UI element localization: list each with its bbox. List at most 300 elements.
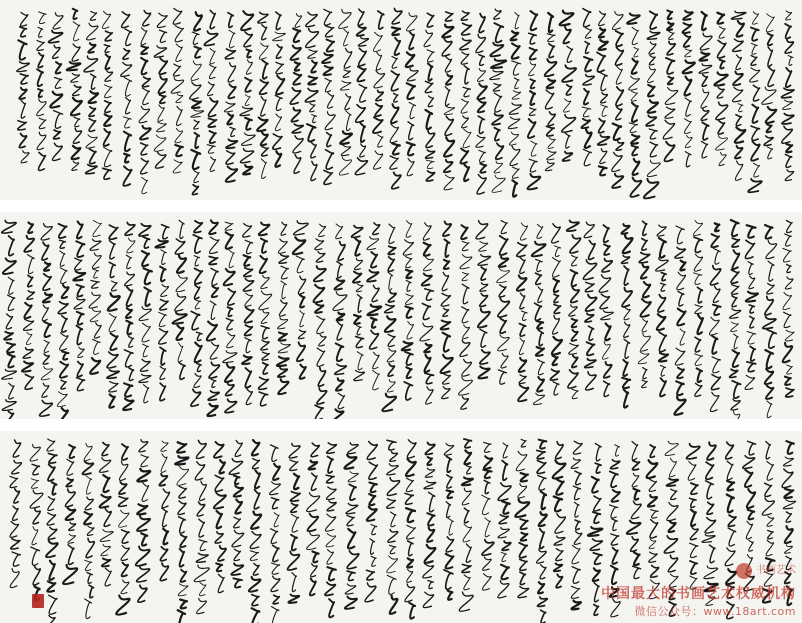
- brush-character: [262, 146, 269, 156]
- brush-character: [207, 322, 217, 341]
- brush-character: [90, 11, 96, 20]
- brush-character: [445, 57, 451, 72]
- brush-character: [347, 571, 355, 580]
- brush-character: [289, 443, 300, 458]
- brush-character: [338, 242, 345, 261]
- brush-character: [367, 442, 377, 460]
- brush-character: [318, 368, 325, 387]
- brush-character: [356, 284, 363, 292]
- script-column: [644, 11, 660, 198]
- brush-character: [553, 279, 559, 292]
- brush-character: [388, 364, 394, 376]
- brush-character: [240, 107, 252, 116]
- brush-character: [529, 33, 537, 44]
- brush-character: [477, 69, 485, 82]
- brush-character: [690, 561, 697, 574]
- brush-character: [228, 307, 233, 316]
- brush-character: [175, 128, 183, 143]
- brush-character: [554, 496, 562, 511]
- brush-character: [210, 237, 219, 254]
- brush-character: [424, 344, 431, 353]
- brush-character: [224, 102, 235, 112]
- brush-character: [273, 545, 279, 561]
- brush-character: [261, 97, 266, 117]
- brush-character: [8, 277, 14, 294]
- brush-character: [371, 318, 377, 328]
- brush-character: [765, 483, 772, 496]
- brush-character: [787, 221, 793, 233]
- script-column: [2, 220, 17, 419]
- brush-character: [743, 456, 755, 469]
- brush-character: [484, 442, 491, 452]
- brush-character: [666, 58, 675, 74]
- brush-character: [695, 305, 703, 314]
- brush-character: [428, 64, 433, 81]
- brush-character: [499, 285, 506, 297]
- brush-character: [464, 575, 471, 590]
- script-column: [173, 220, 188, 379]
- brush-character: [462, 488, 471, 505]
- brush-character: [500, 318, 506, 333]
- brush-character: [521, 439, 526, 447]
- brush-character: [785, 377, 791, 385]
- brush-character: [622, 288, 632, 307]
- script-column: [37, 12, 47, 171]
- script-column: [731, 11, 746, 180]
- brush-character: [316, 252, 325, 263]
- brush-character: [462, 307, 469, 323]
- brush-character: [466, 544, 471, 562]
- brush-character: [736, 115, 742, 126]
- brush-character: [354, 315, 361, 324]
- script-column: [730, 220, 741, 419]
- script-column: [83, 443, 95, 618]
- brush-character: [786, 441, 793, 454]
- brush-character: [91, 281, 99, 289]
- brush-character: [137, 469, 150, 482]
- brush-character: [786, 68, 792, 87]
- brush-character: [62, 285, 69, 298]
- brush-character: [141, 28, 147, 45]
- brush-character: [675, 247, 686, 258]
- brush-character: [624, 390, 628, 408]
- brush-character: [175, 239, 185, 254]
- brush-character: [273, 134, 282, 149]
- brush-character: [30, 444, 40, 461]
- brush-character: [261, 275, 269, 288]
- brush-character: [512, 61, 521, 75]
- brush-character: [701, 89, 709, 108]
- brush-character: [517, 276, 527, 291]
- brush-character: [196, 440, 206, 458]
- cursive-script-columns-2: [0, 212, 802, 419]
- brush-character: [260, 80, 269, 94]
- brush-character: [426, 171, 434, 181]
- brush-character: [367, 507, 377, 521]
- brush-character: [93, 269, 99, 278]
- brush-character: [292, 573, 296, 592]
- brush-character: [643, 368, 647, 379]
- brush-character: [354, 370, 365, 380]
- brush-character: [788, 56, 793, 66]
- brush-character: [155, 152, 165, 168]
- brush-character: [375, 104, 382, 117]
- brush-character: [661, 273, 666, 281]
- brush-character: [767, 330, 776, 348]
- brush-character: [716, 102, 728, 120]
- brush-character: [121, 546, 129, 561]
- brush-character: [325, 78, 331, 92]
- brush-character: [209, 257, 218, 265]
- brush-character: [553, 258, 561, 278]
- brush-character: [710, 266, 720, 285]
- script-column: [171, 8, 183, 173]
- brush-character: [584, 89, 589, 105]
- brush-character: [313, 285, 324, 303]
- brush-character: [271, 445, 279, 462]
- brush-character: [520, 257, 525, 273]
- brush-character: [392, 56, 398, 68]
- brush-character: [786, 144, 792, 152]
- brush-character: [116, 596, 129, 615]
- script-column: [476, 14, 487, 194]
- brush-character: [612, 12, 623, 30]
- brush-character: [245, 338, 251, 353]
- brush-character: [712, 335, 718, 353]
- brush-character: [463, 524, 471, 542]
- brush-character: [210, 157, 215, 171]
- brush-character: [209, 65, 216, 79]
- brush-character: [177, 106, 183, 125]
- brush-character: [500, 236, 508, 255]
- brush-character: [245, 293, 253, 306]
- brush-character: [21, 100, 25, 118]
- brush-character: [275, 95, 282, 110]
- brush-character: [42, 242, 49, 260]
- brush-character: [751, 126, 760, 140]
- brush-character: [648, 67, 656, 83]
- brush-character: [394, 93, 398, 102]
- brush-character: [105, 568, 111, 586]
- brush-character: [441, 355, 453, 373]
- brush-character: [667, 503, 678, 521]
- brush-character: [33, 509, 40, 524]
- brush-character: [62, 352, 68, 360]
- brush-character: [234, 476, 240, 485]
- brush-character: [443, 221, 451, 236]
- brush-character: [552, 337, 562, 355]
- brush-character: [177, 255, 186, 273]
- brush-character: [747, 489, 755, 508]
- brush-character: [143, 88, 150, 105]
- brush-character: [92, 253, 101, 269]
- brush-character: [159, 312, 167, 326]
- brush-character: [644, 179, 659, 199]
- brush-character: [764, 136, 773, 145]
- brush-character: [104, 147, 112, 167]
- script-column: [674, 226, 685, 415]
- brush-character: [89, 585, 93, 598]
- brush-character: [194, 285, 199, 299]
- brush-character: [176, 275, 187, 292]
- brush-character: [719, 152, 726, 165]
- script-column: [57, 224, 68, 419]
- brush-character: [593, 553, 601, 564]
- brush-character: [336, 224, 343, 239]
- brush-character: [142, 177, 148, 193]
- brush-character: [598, 135, 610, 145]
- script-column: [745, 225, 758, 389]
- brush-character: [663, 120, 674, 139]
- brush-character: [271, 576, 280, 591]
- brush-character: [641, 299, 651, 317]
- brush-character: [633, 461, 640, 470]
- brush-character: [442, 272, 448, 290]
- brush-character: [730, 309, 741, 319]
- brush-character: [137, 516, 150, 531]
- brush-character: [642, 239, 647, 251]
- script-column: [390, 8, 402, 188]
- brush-character: [445, 12, 453, 21]
- brush-character: [634, 47, 639, 57]
- brush-character: [111, 281, 117, 291]
- brush-character: [246, 60, 252, 74]
- brush-character: [727, 481, 734, 490]
- brush-character: [271, 529, 278, 544]
- brush-character: [319, 224, 326, 236]
- brush-character: [90, 149, 96, 164]
- brush-character: [47, 439, 55, 451]
- brush-character: [407, 558, 413, 567]
- brush-character: [215, 475, 224, 491]
- brush-character: [622, 378, 630, 388]
- brush-character: [571, 255, 577, 266]
- brush-character: [538, 330, 543, 346]
- brush-character: [141, 455, 149, 467]
- brush-character: [705, 518, 716, 533]
- brush-character: [691, 510, 696, 527]
- brush-character: [102, 559, 111, 567]
- brush-character: [641, 264, 648, 278]
- brush-character: [21, 151, 29, 163]
- brush-character: [245, 240, 252, 253]
- brush-character: [429, 492, 435, 512]
- brush-character: [509, 132, 518, 145]
- brush-character: [532, 242, 546, 257]
- brush-character: [768, 261, 774, 281]
- brush-character: [423, 563, 434, 578]
- brush-character: [99, 458, 110, 473]
- brush-character: [391, 512, 396, 527]
- script-column: [567, 220, 581, 398]
- brush-character: [155, 240, 167, 248]
- brush-character: [482, 540, 494, 556]
- brush-character: [649, 479, 656, 491]
- brush-character: [407, 142, 415, 155]
- brush-character: [649, 129, 657, 139]
- brush-character: [590, 539, 602, 550]
- brush-character: [20, 74, 28, 84]
- brush-character: [616, 141, 624, 150]
- brush-character: [611, 534, 619, 545]
- brush-character: [594, 496, 601, 511]
- brush-character: [25, 374, 33, 389]
- brush-character: [374, 32, 383, 51]
- brush-character: [102, 443, 109, 456]
- script-column: [782, 441, 796, 605]
- brush-character: [587, 342, 595, 355]
- brush-character: [479, 14, 485, 33]
- brush-character: [232, 530, 244, 547]
- brush-character: [48, 527, 57, 539]
- brush-character: [27, 291, 35, 300]
- brush-character: [406, 459, 416, 476]
- brush-character: [781, 88, 794, 98]
- brush-character: [161, 454, 167, 473]
- brush-character: [483, 557, 492, 570]
- brush-character: [442, 38, 452, 56]
- brush-character: [197, 598, 207, 613]
- brush-character: [373, 352, 379, 369]
- brush-character: [600, 149, 607, 164]
- brush-character: [179, 486, 187, 498]
- brush-character: [12, 552, 20, 566]
- brush-character: [48, 497, 55, 511]
- brush-character: [422, 304, 430, 320]
- brush-character: [647, 31, 660, 39]
- brush-character: [86, 135, 97, 148]
- brush-character: [229, 30, 235, 48]
- brush-character: [406, 478, 413, 491]
- brush-character: [428, 96, 433, 107]
- brush-character: [512, 44, 520, 59]
- brush-character: [273, 32, 286, 41]
- brush-character: [683, 23, 692, 33]
- brush-character: [38, 89, 43, 97]
- brush-character: [531, 11, 538, 30]
- brush-character: [139, 307, 151, 321]
- brush-character: [701, 141, 707, 158]
- script-column: [532, 224, 546, 404]
- brush-character: [481, 267, 486, 280]
- brush-character: [615, 445, 620, 456]
- brush-character: [44, 262, 50, 270]
- brush-character: [75, 258, 82, 270]
- brush-character: [13, 440, 20, 457]
- brush-character: [669, 32, 674, 40]
- brush-character: [62, 316, 67, 332]
- brush-character: [746, 292, 758, 302]
- brush-character: [278, 239, 287, 253]
- brush-character: [250, 551, 258, 561]
- brush-character: [462, 272, 469, 280]
- brush-character: [8, 412, 13, 420]
- brush-character: [109, 225, 118, 239]
- brush-character: [528, 119, 536, 138]
- brush-character: [59, 224, 67, 238]
- brush-character: [390, 596, 398, 614]
- brush-character: [245, 307, 254, 322]
- brush-character: [252, 440, 259, 455]
- brush-character: [336, 343, 344, 361]
- brush-character: [768, 67, 775, 87]
- brush-character: [339, 9, 351, 28]
- brush-character: [460, 149, 468, 164]
- brush-character: [478, 367, 489, 379]
- brush-character: [119, 461, 127, 480]
- script-column: [307, 443, 320, 595]
- brush-character: [204, 31, 217, 45]
- brush-character: [63, 565, 77, 584]
- script-column: [224, 13, 237, 182]
- brush-character: [234, 517, 241, 528]
- brush-character: [746, 521, 752, 539]
- brush-character: [367, 270, 378, 281]
- brush-character: [335, 364, 347, 374]
- brush-character: [678, 292, 684, 307]
- brush-character: [604, 244, 610, 255]
- brush-character: [767, 283, 775, 294]
- brush-character: [293, 73, 301, 85]
- brush-character: [631, 91, 637, 101]
- brush-character: [199, 519, 205, 537]
- brush-character: [406, 508, 415, 522]
- brush-character: [572, 545, 580, 563]
- brush-character: [53, 45, 60, 58]
- brush-character: [269, 482, 280, 495]
- brush-character: [110, 333, 117, 350]
- brush-character: [571, 287, 579, 302]
- brush-character: [502, 541, 511, 550]
- brush-character: [768, 33, 773, 45]
- brush-character: [407, 440, 416, 458]
- brush-character: [100, 530, 113, 542]
- brush-character: [43, 293, 52, 302]
- brush-character: [494, 9, 501, 19]
- brush-character: [31, 547, 40, 565]
- brush-character: [194, 221, 202, 233]
- brush-character: [346, 503, 358, 513]
- brush-character: [787, 365, 793, 374]
- brush-character: [371, 525, 377, 535]
- brush-character: [660, 365, 665, 376]
- brush-character: [707, 442, 716, 460]
- brush-character: [315, 239, 324, 250]
- brush-character: [569, 305, 577, 316]
- brush-character: [104, 509, 111, 527]
- brush-character: [109, 262, 115, 277]
- brush-character: [713, 305, 721, 315]
- brush-character: [612, 174, 623, 188]
- brush-character: [665, 107, 675, 118]
- brush-character: [476, 221, 488, 239]
- brush-character: [192, 32, 199, 44]
- brush-character: [307, 493, 320, 512]
- brush-character: [407, 68, 418, 81]
- brush-character: [385, 316, 396, 332]
- brush-character: [660, 378, 666, 396]
- brush-character: [599, 119, 605, 133]
- brush-character: [279, 333, 287, 341]
- brush-character: [785, 277, 793, 289]
- brush-character: [483, 470, 491, 478]
- brush-character: [281, 266, 288, 279]
- brush-character: [109, 394, 114, 407]
- brush-character: [405, 352, 413, 365]
- brush-character: [290, 88, 300, 104]
- brush-character: [293, 29, 300, 43]
- brush-character: [346, 111, 351, 131]
